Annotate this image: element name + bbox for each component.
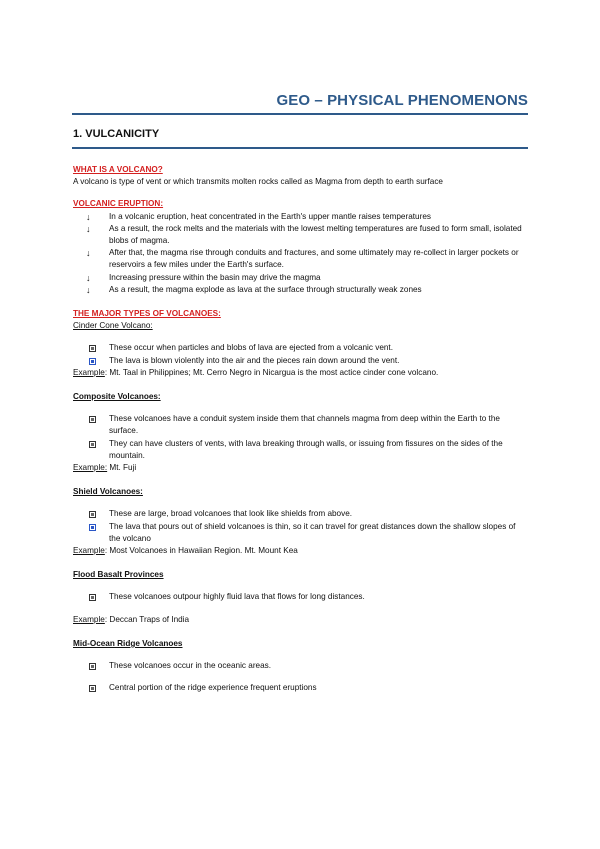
square-bullet-icon bbox=[89, 511, 96, 518]
what-is-volcano-text: A volcano is type of vent or which transmits molten rocks called as Magma from depth to earth surface bbox=[73, 177, 443, 187]
flood-basalt-list bbox=[73, 591, 529, 603]
list-item: These volcanoes have a conduit system inside them that channels magma from deep within the Earth to the surface. bbox=[73, 413, 529, 437]
title-divider bbox=[72, 113, 528, 115]
document-title: GEO – PHYSICAL PHENOMENONS bbox=[276, 92, 528, 109]
shield-list bbox=[73, 508, 529, 545]
square-bullet-icon bbox=[89, 345, 96, 352]
composite-list bbox=[73, 413, 529, 462]
square-bullet-icon bbox=[89, 441, 96, 448]
volcanic-eruption-heading: VOLCANIC ERUPTION: bbox=[73, 199, 164, 209]
list-item: They can have clusters of vents, with lava breaking through walls, or issuing from fissures on the sides of the mountain. bbox=[73, 438, 529, 462]
major-types-heading: THE MAJOR TYPES OF VOLCANOES: bbox=[73, 309, 221, 319]
arrow-down-icon: ↓ bbox=[86, 223, 91, 234]
eruption-list bbox=[73, 211, 529, 296]
list-item: These are large, broad volcanoes that look like shields from above. bbox=[73, 508, 529, 520]
square-bullet-icon bbox=[89, 685, 96, 692]
composite-title: Composite Volcanoes: bbox=[73, 392, 161, 402]
square-bullet-icon bbox=[89, 663, 96, 670]
cinder-cone-list bbox=[73, 342, 529, 366]
list-item: ↓ Increasing pressure within the basin may drive the magma bbox=[86, 272, 321, 283]
document-body bbox=[73, 164, 529, 695]
list-item: These volcanoes occur in the oceanic areas. bbox=[73, 660, 529, 672]
list-item: ↓ In a volcanic eruption, heat concentrated in the Earth's upper mantle raises temperatures bbox=[86, 211, 431, 222]
list-item: The lava that pours out of shield volcanoes is thin, so it can travel for great distances down the shallow slopes of the volcano bbox=[73, 521, 529, 545]
list-item: These volcanoes outpour highly fluid lava that flows for long distances. bbox=[73, 591, 529, 603]
arrow-down-icon: ↓ bbox=[86, 211, 91, 222]
shield-example: Example: Most Volcanoes in Hawaiian Region. Mt. Mount Kea bbox=[73, 546, 298, 556]
what-is-volcano-heading: WHAT IS A VOLCANO? bbox=[73, 165, 163, 174]
flood-basalt-example: Example: Deccan Traps of India bbox=[73, 614, 190, 624]
shield-title: Shield Volcanoes: bbox=[73, 487, 143, 497]
mid-ocean-list bbox=[73, 660, 529, 672]
cinder-cone-example: Example: Mt. Taal in Philippines; Mt. Cerro Negro in Nicargua is the most actice cinder cone volcano. bbox=[73, 367, 439, 377]
list-item: The lava is blown violently into the air and the pieces rain down around the vent. bbox=[73, 355, 529, 367]
mid-ocean-list-2 bbox=[73, 682, 529, 694]
arrow-down-icon: ↓ bbox=[86, 284, 91, 295]
section-heading: 1. VULCANICITY bbox=[73, 128, 160, 140]
arrow-down-icon: ↓ bbox=[86, 272, 91, 283]
list-item: ↓ As a result, the magma explode as lava at the surface through structurally weak zones bbox=[86, 284, 422, 295]
composite-example: Example: Mt. Fuji bbox=[73, 463, 137, 473]
arrow-down-icon: ↓ bbox=[86, 248, 91, 259]
section-divider bbox=[72, 147, 528, 149]
mid-ocean-title: Mid-Ocean Ridge Volcanoes bbox=[73, 638, 183, 648]
square-bullet-icon bbox=[89, 416, 96, 423]
list-item: ↓ After that, the magma rise through conduits and fractures, and some ultimately may re-collect in larger pockets or reservoirs a few miles under the Earth's surface. bbox=[86, 248, 519, 270]
list-item: These occur when particles and blobs of lava are ejected from a volcanic vent. bbox=[73, 342, 529, 354]
list-item: ↓ As a result, the rock melts and the materials with the lowest melting temperatures are fused to form small, isolated blobs of magma. bbox=[86, 223, 522, 246]
flood-basalt-title: Flood Basalt Provinces bbox=[73, 570, 164, 580]
square-bullet-icon bbox=[89, 524, 96, 531]
square-bullet-icon bbox=[89, 594, 96, 601]
list-item: Central portion of the ridge experience frequent eruptions bbox=[73, 682, 529, 694]
cinder-cone-title: Cinder Cone Volcano: bbox=[73, 321, 153, 331]
square-bullet-icon bbox=[89, 358, 96, 365]
